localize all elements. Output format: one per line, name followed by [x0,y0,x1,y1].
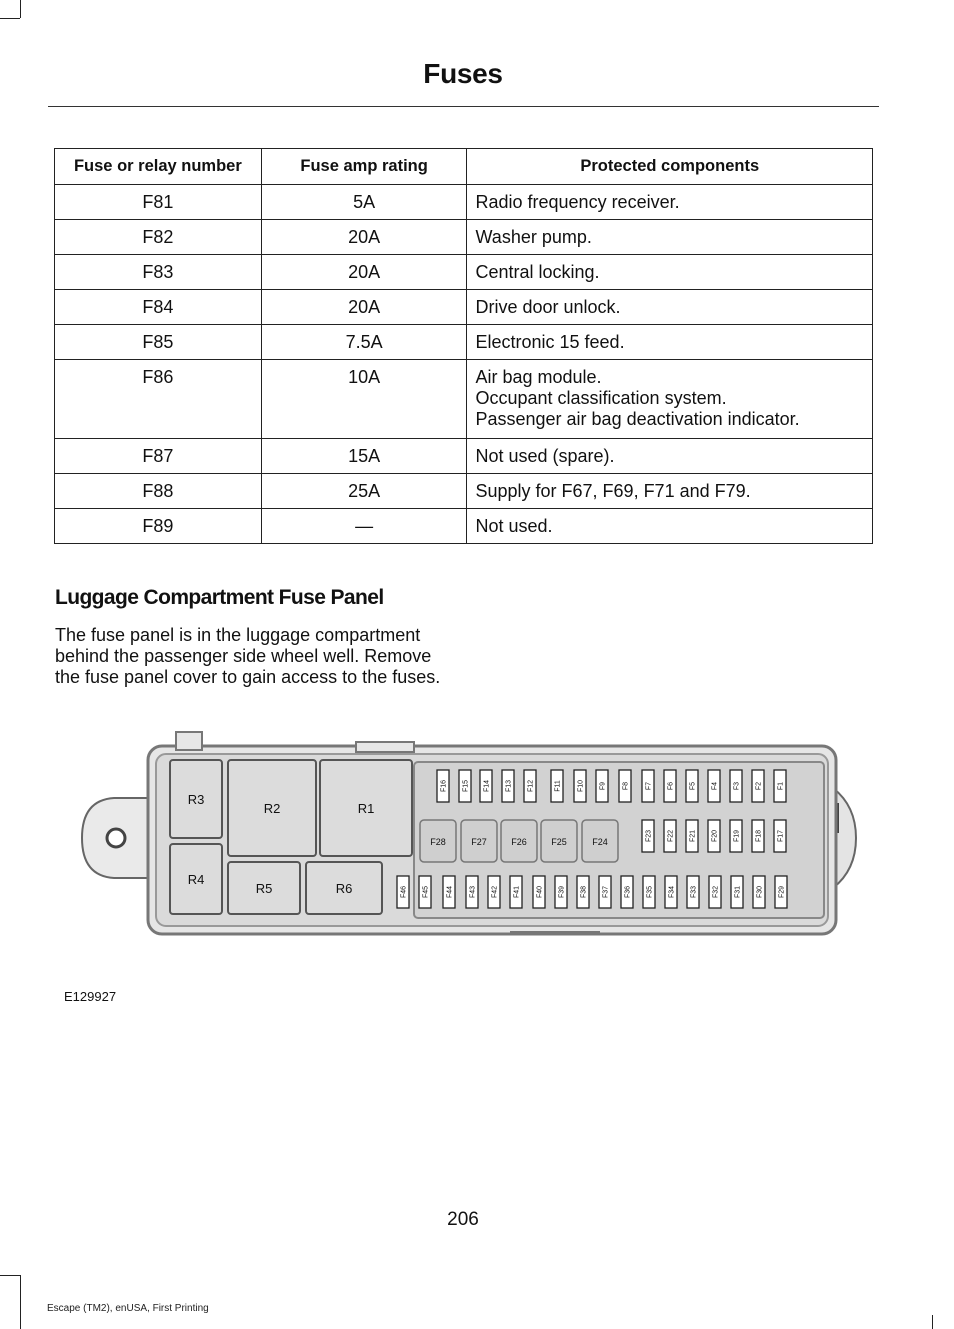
fuse-number-cell: F86 [55,360,262,439]
amp-rating-cell: 20A [261,290,467,325]
components-cell [467,439,873,474]
page-number: 206 [447,1209,479,1230]
fuse-label: F39 [558,885,566,899]
table-row [55,220,873,255]
table-row [55,255,873,290]
amp-rating-cell: 7.5A [261,325,467,360]
components-cell [467,509,873,544]
table-row [55,290,873,325]
table-row [55,360,873,439]
fuse-label: F13 [505,779,513,793]
fuse-label: F1 [777,781,785,791]
table-row [55,474,873,509]
title-divider [48,106,879,107]
amp-rating-cell: 5A [261,185,467,220]
fuse-label: F22 [667,829,675,843]
amp-rating-cell: 10A [261,360,467,439]
amp-rating-cell: 20A [261,255,467,290]
fuse-label: F5 [689,781,697,791]
components-cell [467,220,873,255]
relay-label: R1 [357,801,375,816]
relay-group [170,760,412,914]
fuse-label: F35 [646,885,654,899]
fuse-label: F23 [645,829,653,843]
fuse-label: F36 [624,885,632,899]
fuse-label: F20 [711,829,719,843]
fuse-label: F21 [689,829,697,843]
fuse-label: F19 [733,829,741,843]
fuse-label: F11 [554,780,562,792]
fuse-label: F14 [483,779,491,793]
figure-id: E129927 [64,989,117,1004]
relay-label: R2 [263,801,281,816]
fuse-label: F25 [551,837,567,847]
fuse-label: F29 [778,885,786,899]
fuse-label: F37 [602,885,610,899]
fuse-table [54,148,873,544]
component-line: Not used. [475,516,553,536]
component-line: Central locking. [475,262,600,282]
components-cell [467,255,873,290]
component-line: Radio frequency receiver. [475,192,680,212]
fuse-label: F27 [471,837,487,847]
fuse-label: F18 [755,829,763,843]
section-heading: Luggage Compartment Fuse Panel [55,586,384,609]
amp-rating-cell: — [261,509,467,544]
fuse-label: F34 [668,885,676,899]
amp-rating-cell: 20A [261,220,467,255]
component-line: Electronic 15 feed. [475,332,625,352]
fuse-label: F7 [645,781,653,791]
crop-mark [932,1315,933,1329]
component-line: Occupant classification system. [475,388,727,408]
fuse-label: F40 [536,885,544,899]
fuse-number-cell: F82 [55,220,262,255]
fuse-label: F32 [712,885,720,899]
fuse-label: F4 [711,781,719,791]
fuse-label: F26 [511,837,527,847]
components-cell [467,325,873,360]
fuse-label: F9 [599,781,607,791]
fuse-label: F28 [430,837,446,847]
section-paragraph: The fuse panel is in the luggage compartment behind the passenger side wheel well. Remove the fuse panel cover to gain access to the fuses. [55,625,441,688]
fuse-label: F12 [527,779,535,793]
fuse-label: F33 [690,885,698,899]
amp-rating-cell: 15A [261,439,467,474]
column-header-fuse: Fuse or relay number [55,149,262,185]
relay-label: R5 [255,881,273,896]
crop-mark [20,1275,21,1329]
crop-mark [0,18,20,19]
column-header-components: Protected components [467,149,873,185]
footer-text: Escape (TM2), enUSA, First Printing [47,1303,209,1314]
table-row [55,185,873,220]
fuse-label: F15 [462,779,470,793]
mounting-hole [107,829,125,847]
table-header-row [55,149,873,185]
component-line: Drive door unlock. [475,297,621,317]
amp-rating-cell: 25A [261,474,467,509]
fuse-label: F24 [592,837,608,847]
components-cell [467,360,873,439]
fuse-label: F44 [446,885,454,899]
fuse-label: F31 [734,885,742,899]
crop-mark [20,0,21,18]
fuse-label: F10 [577,779,585,793]
component-line: Air bag module. [475,367,602,387]
fuse-label: F41 [513,885,521,899]
fuse-label: F30 [756,885,764,899]
table-row [55,439,873,474]
fuse-number-cell: F83 [55,255,262,290]
crop-mark [0,1275,20,1276]
components-cell [467,290,873,325]
relay-label: R3 [187,792,205,807]
fuse-label: F42 [491,885,499,899]
fuse-label: F8 [622,781,630,791]
fuse-label: F38 [580,885,588,899]
fuse-number-cell: F89 [55,509,262,544]
fuse-panel-diagram [78,728,868,943]
component-line: Washer pump. [475,227,592,247]
components-cell [467,185,873,220]
fuse-number-cell: F81 [55,185,262,220]
fuse-label: F46 [400,885,408,899]
column-header-amp: Fuse amp rating [261,149,467,185]
fuse-label: F3 [733,781,741,791]
fuse-label: F45 [422,885,430,899]
relay-label: R6 [335,881,353,896]
fuse-number-cell: F88 [55,474,262,509]
component-line: Passenger air bag deactivation indicator. [475,409,800,429]
fuse-label: F2 [755,781,763,791]
relay-label: R4 [187,872,205,887]
table-row [55,325,873,360]
fuse-label: F16 [440,779,448,793]
components-cell [467,474,873,509]
table-row [55,509,873,544]
fuse-label: F6 [667,781,675,791]
page-title: Fuses [423,58,503,89]
fuse-label: F43 [469,885,477,899]
fuse-number-cell: F84 [55,290,262,325]
fuse-number-cell: F85 [55,325,262,360]
fuse-label: F17 [777,829,785,843]
fuse-number-cell: F87 [55,439,262,474]
component-line: Not used (spare). [475,446,615,466]
component-line: Supply for F67, F69, F71 and F79. [475,481,751,501]
